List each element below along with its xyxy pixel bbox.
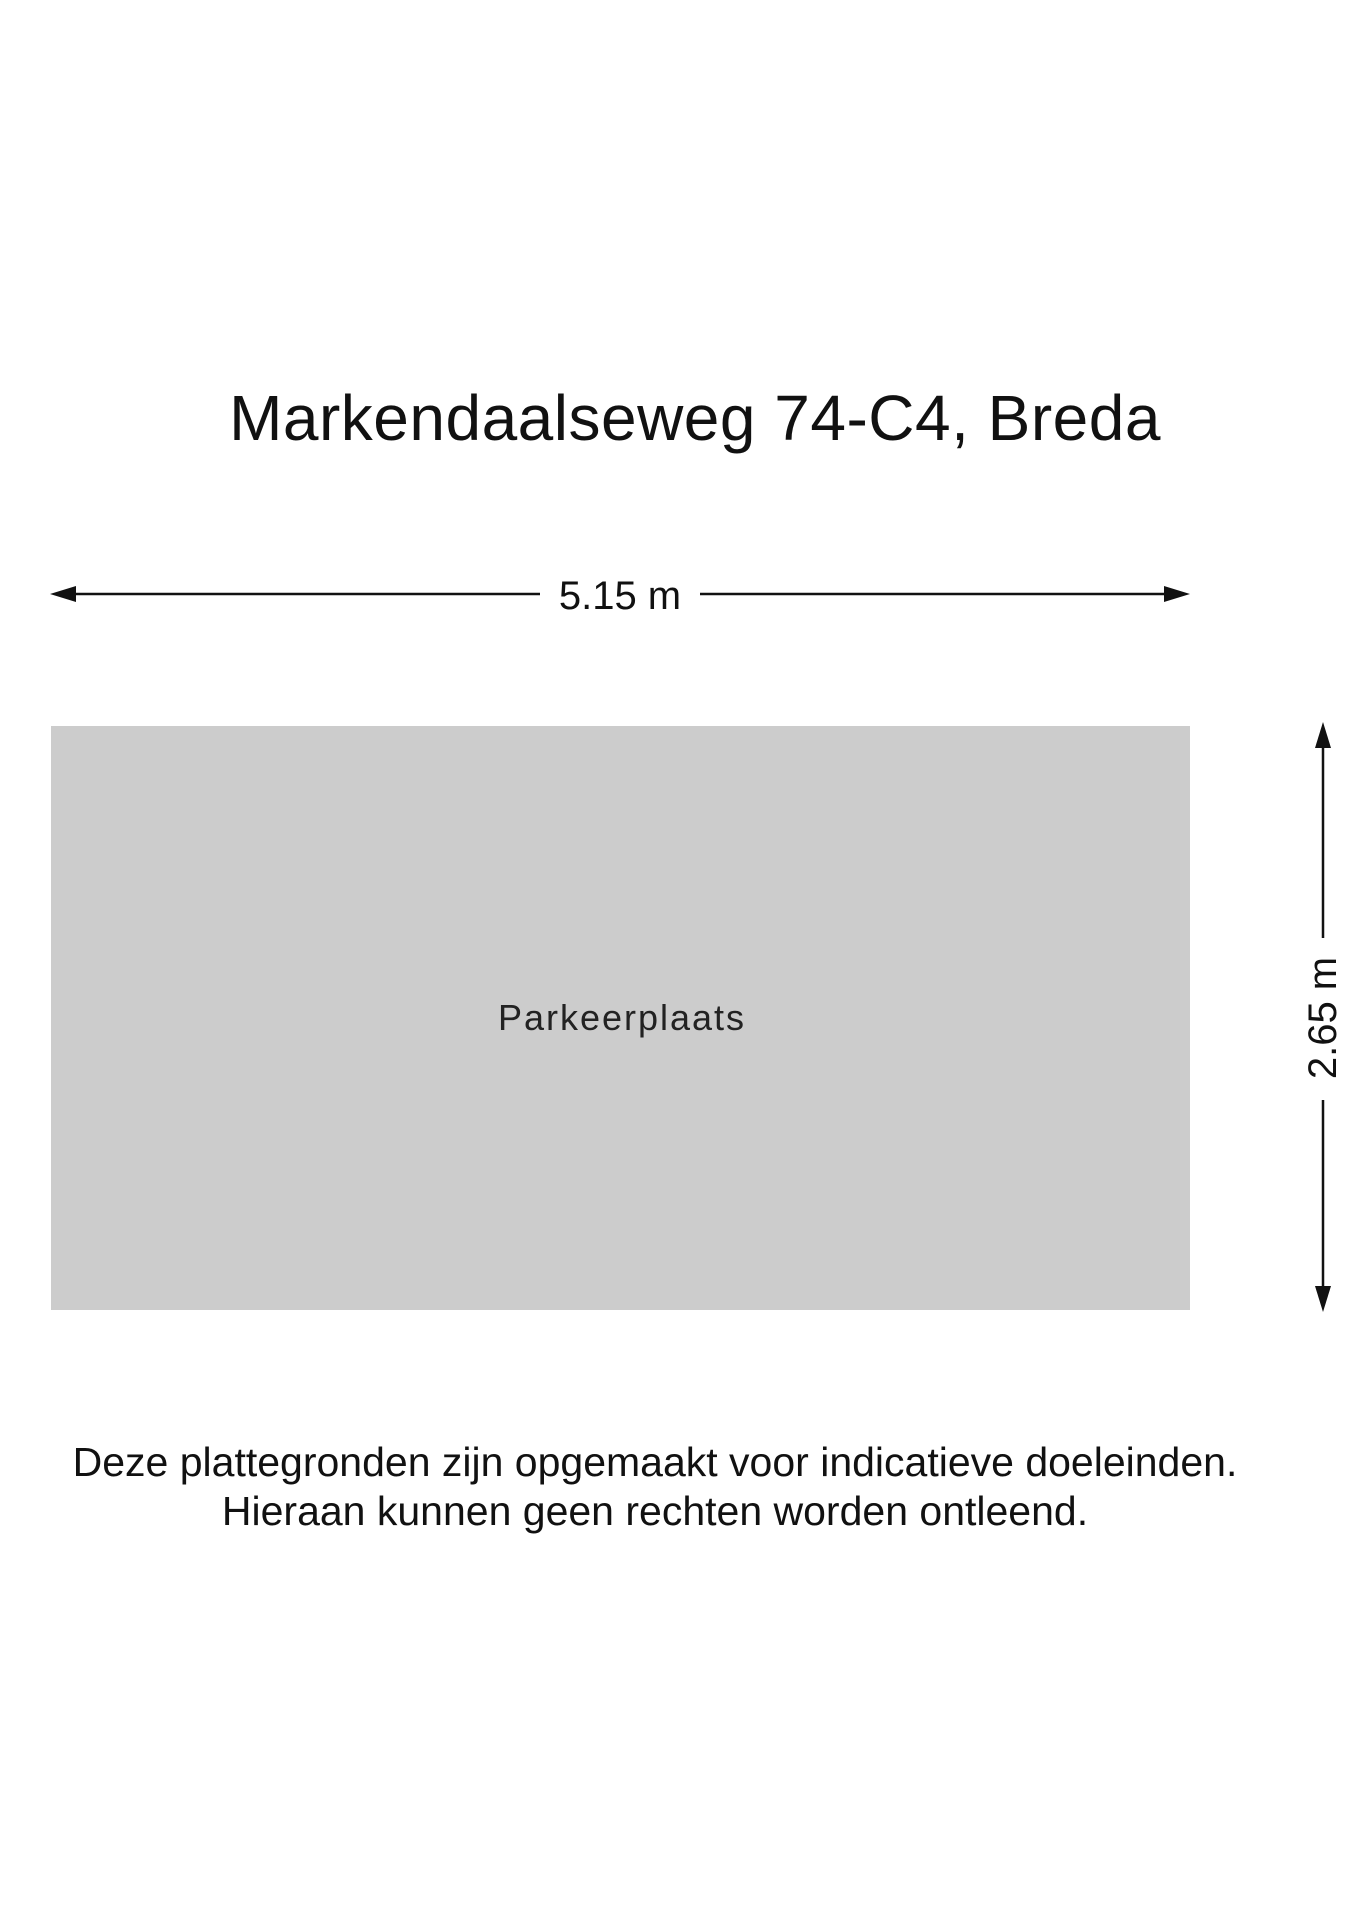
room-label-parkeerplaats: Parkeerplaats <box>497 997 747 1038</box>
disclaimer <box>0 1438 1310 1536</box>
depth-dimension-label: 2.65 m <box>1301 956 1345 1080</box>
width-dimension-label: 5.15 m <box>558 574 682 618</box>
depth-dimension <box>1301 722 1345 1312</box>
arrow-left-icon <box>50 586 76 602</box>
width-dimension <box>50 574 1190 618</box>
page-title: Markendaalseweg 74-C4, Breda <box>229 382 1161 454</box>
disclaimer-line-1: Deze plattegronden zijn opgemaakt voor indicatieve doeleinden. <box>72 1439 1238 1485</box>
arrow-down-icon <box>1315 1286 1331 1312</box>
arrow-up-icon <box>1315 722 1331 748</box>
arrow-right-icon <box>1164 586 1190 602</box>
disclaimer-line-2: Hieraan kunnen geen rechten worden ontleend. <box>221 1488 1089 1534</box>
